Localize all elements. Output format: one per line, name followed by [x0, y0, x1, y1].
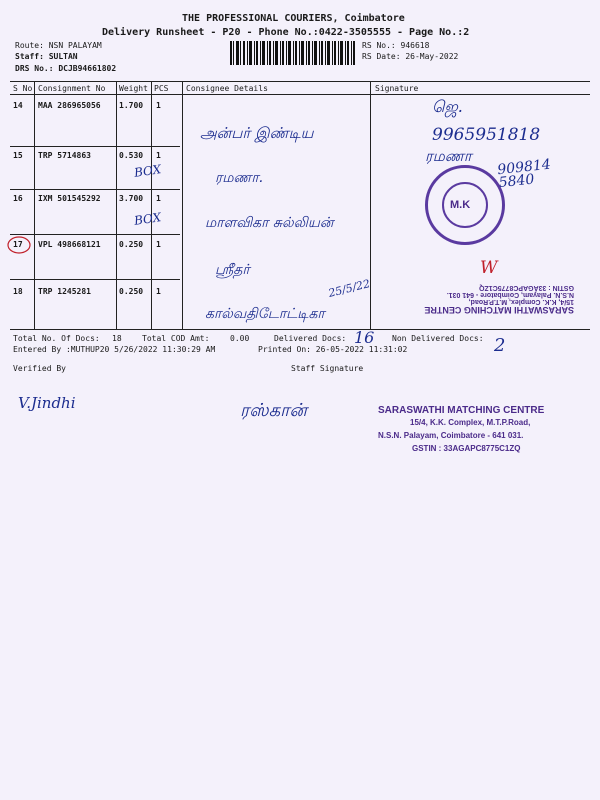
- consignee-handwriting: ஸ்ரீதர்: [215, 262, 250, 278]
- signature-handwriting: ரமணா: [425, 147, 472, 165]
- consignee-handwriting: அன்பர் இண்டிய: [200, 124, 314, 142]
- total-docs-label: Total No. Of Docs:: [13, 334, 100, 343]
- rs-date: RS Date: 26-May-2022: [362, 52, 459, 61]
- table-row-sno: 14: [13, 101, 23, 110]
- table-row-sno: 17: [13, 240, 23, 249]
- col-header-consignee: Consignee Details: [186, 84, 268, 93]
- printed-on: Printed On: 26-05-2022 11:31:02: [258, 345, 408, 354]
- verified-signature: V.Jindhi: [18, 394, 76, 412]
- consignee-handwriting: மாளவிகா சுல்லியன்: [205, 215, 334, 231]
- staff-signature-label: Staff Signature: [291, 364, 364, 373]
- signature-phone: 909814 5840: [496, 156, 552, 192]
- round-seal: [425, 165, 505, 245]
- table-row-pcs: 1: [156, 194, 161, 203]
- box-note: BOX: [133, 162, 163, 180]
- verified-by-label: Verified By: [13, 364, 66, 373]
- non-delivered-docs-label: Non Delivered Docs:: [392, 334, 484, 343]
- table-row-consignment: MAA 286965056: [38, 101, 101, 110]
- non-delivered-docs-value: 2: [494, 335, 506, 356]
- table-row-sno: 16: [13, 194, 23, 203]
- table-row-sno: 18: [13, 287, 23, 296]
- table-row-consignment: VPL 498668121: [38, 240, 101, 249]
- signature-handwriting: ஜெ.: [432, 97, 463, 116]
- table-top-rule: [10, 81, 590, 82]
- col-header-weight: Weight: [119, 84, 148, 93]
- stamp-name: SARASWATHI MATCHING CENTRE: [378, 405, 545, 416]
- table-row-sno: 15: [13, 151, 23, 160]
- column-divider: [116, 81, 117, 329]
- delivered-docs-value: 16: [354, 328, 375, 347]
- total-cod-value: 0.00: [230, 334, 250, 343]
- stamp-address-1: 15/4, K.K. Complex, M.T.P.Road,: [410, 418, 531, 427]
- red-mark: W: [480, 258, 498, 278]
- table-row-pcs: 1: [156, 151, 161, 160]
- table-row-pcs: 1: [156, 287, 161, 296]
- stamp-address-2: N.S.N. Palayam, Coimbatore - 641 031.: [378, 431, 524, 440]
- table-row-weight: 1.700: [119, 101, 144, 110]
- rs-number: RS No.: 946618: [362, 41, 430, 50]
- delivered-docs-label: Delivered Docs:: [274, 334, 347, 343]
- inverted-stamp-line: N.S.N. Palayam, Coimbatore - 641 031.: [446, 291, 574, 298]
- table-row-pcs: 1: [156, 240, 161, 249]
- box-note: BOX: [133, 210, 163, 228]
- consignee-handwriting: ரமணா.: [215, 170, 264, 186]
- row-divider: [10, 234, 180, 235]
- header-rule: [10, 94, 590, 95]
- table-bottom-rule: [10, 329, 590, 330]
- table-row-weight: 0.250: [119, 287, 144, 296]
- consignee-handwriting: கால்வதிடோட்டிகா: [205, 306, 325, 322]
- row-divider: [10, 146, 180, 147]
- table-row-weight: 3.700: [119, 194, 144, 203]
- col-header-pcs: PCS: [154, 84, 169, 93]
- table-row-consignment: IXM 501545292: [38, 194, 101, 203]
- column-divider: [151, 81, 152, 329]
- table-row-consignment: TRP 1245281: [38, 287, 91, 296]
- table-row-pcs: 1: [156, 101, 161, 110]
- table-row-weight: 0.250: [119, 240, 144, 249]
- drs-number: DRS No.: DCJB94661802: [15, 64, 117, 73]
- col-header-consignment: Consignment No: [38, 84, 106, 93]
- row-divider: [10, 189, 180, 190]
- col-header-sno: S No: [13, 84, 33, 93]
- table-row-weight: 0.530: [119, 151, 144, 160]
- column-divider: [182, 81, 183, 329]
- total-cod-label: Total COD Amt:: [142, 334, 210, 343]
- staff-signature: ரஸ்கான்: [240, 400, 308, 421]
- table-row-consignment: TRP 5714863: [38, 151, 91, 160]
- entered-by: Entered By :MUTHUP20 5/26/2022 11:30:29 AM: [13, 345, 216, 354]
- inverted-stamp-line: GSTIN : 33AGAPC8775C1ZQ: [479, 284, 574, 291]
- company-title: THE PROFESSIONAL COURIERS, Coimbatore: [182, 13, 405, 24]
- route-label: Route: NSN PALAYAM: [15, 41, 102, 50]
- inverted-stamp: [364, 284, 574, 315]
- seal-initials: M.K: [450, 199, 471, 211]
- col-header-signature: Signature: [375, 84, 419, 93]
- barcode: [230, 41, 355, 65]
- runsheet-subtitle: Delivery Runsheet - P20 - Phone No.:0422-3505555 - Page No.:2: [102, 27, 470, 38]
- row-divider: [10, 279, 180, 280]
- signature-phone: 9965951818: [432, 125, 541, 145]
- total-docs-value: 18: [112, 334, 122, 343]
- stamp-gstin: GSTIN : 33AGAPC8775C1ZQ: [412, 444, 521, 453]
- inverted-stamp-line: 15/4, K.K. Complex, M.T.P.Road,: [468, 298, 574, 305]
- date-handwriting: 25/5/22: [327, 277, 372, 300]
- inverted-stamp-line: SARASWATHI MATCHING CENTRE: [424, 305, 574, 315]
- column-divider: [34, 81, 35, 329]
- staff-label: Staff: SULTAN: [15, 52, 78, 61]
